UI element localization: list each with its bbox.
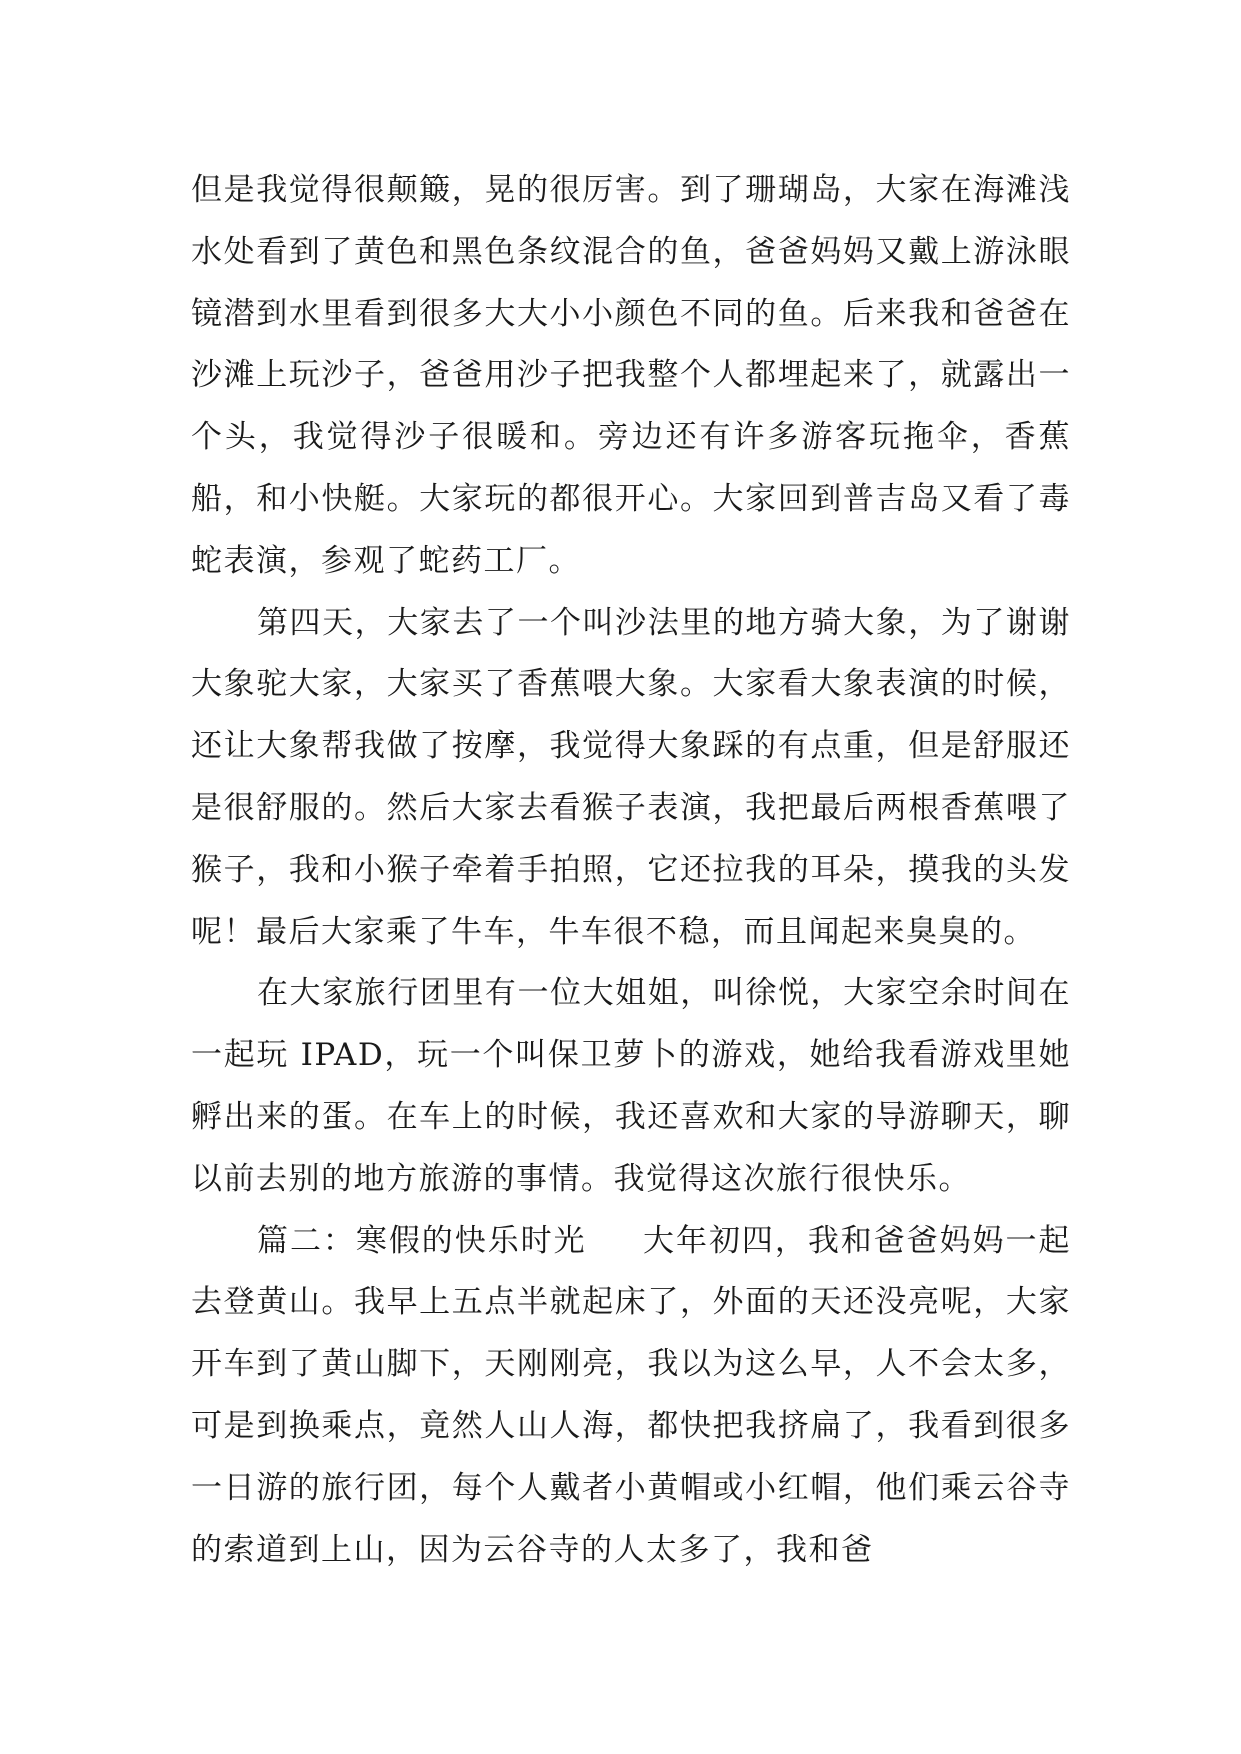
paragraph-4 <box>191 1211 1071 1582</box>
document-body <box>191 160 1071 1581</box>
paragraph-2: 第四天，大家去了一个叫沙法里的地方骑大象，为了谢谢大象驼大家，大家买了香蕉喂大象。大家看大象表演的时候，还让大象帮我做了按摩，我觉得大象踩的有点重，但是舒服还是很舒服的。然后大家去看猴子表演，我把最后两根香蕉喂了猴子，我和小猴子牵着手拍照，它还拉我的耳朵，摸我的头发呢！最后大家乘了牛车，牛车很不稳，而且闻起来臭臭的。 <box>191 604 1071 950</box>
paragraph-3: 在大家旅行团里有一位大姐姐，叫徐悦，大家空余时间在一起玩 IPAD，玩一个叫保卫萝卜的游戏，她给我看游戏里她孵出来的蛋。在车上的时候，我还喜欢和大家的导游聊天，聊以前去别的地方旅游的事情。我觉得这次旅行很快乐。 <box>191 975 1071 1197</box>
paragraph-4-text: 大年初四，我和爸爸妈妈一起去登黄山。我早上五点半就起床了，外面的天还没亮呢，大家开车到了黄山脚下，天刚刚亮，我以为这么早，人不会太多，可是到换乘点，竟然人山人海，都快把我挤扁了，我看到很多一日游的旅行团，每个人戴者小黄帽或小红帽，他们乘云谷寺的索道到上山，因为云谷寺的人太多了，我和爸 <box>191 1222 1072 1568</box>
section-heading: 篇二：寒假的快乐时光 <box>257 1222 587 1259</box>
paragraph-1: 但是我觉得很颠簸，晃的很厉害。到了珊瑚岛，大家在海滩浅水处看到了黄色和黑色条纹混合的鱼，爸爸妈妈又戴上游泳眼镜潜到水里看到很多大大小小颜色不同的鱼。后来我和爸爸在沙滩上玩沙子，爸爸用沙子把我整个人都埋起来了，就露出一个头，我觉得沙子很暖和。旁边还有许多游客玩拖伞，香蕉船，和小快艇。大家玩的都很开心。大家回到普吉岛又看了毒蛇表演，参观了蛇药工厂。 <box>191 172 1071 579</box>
